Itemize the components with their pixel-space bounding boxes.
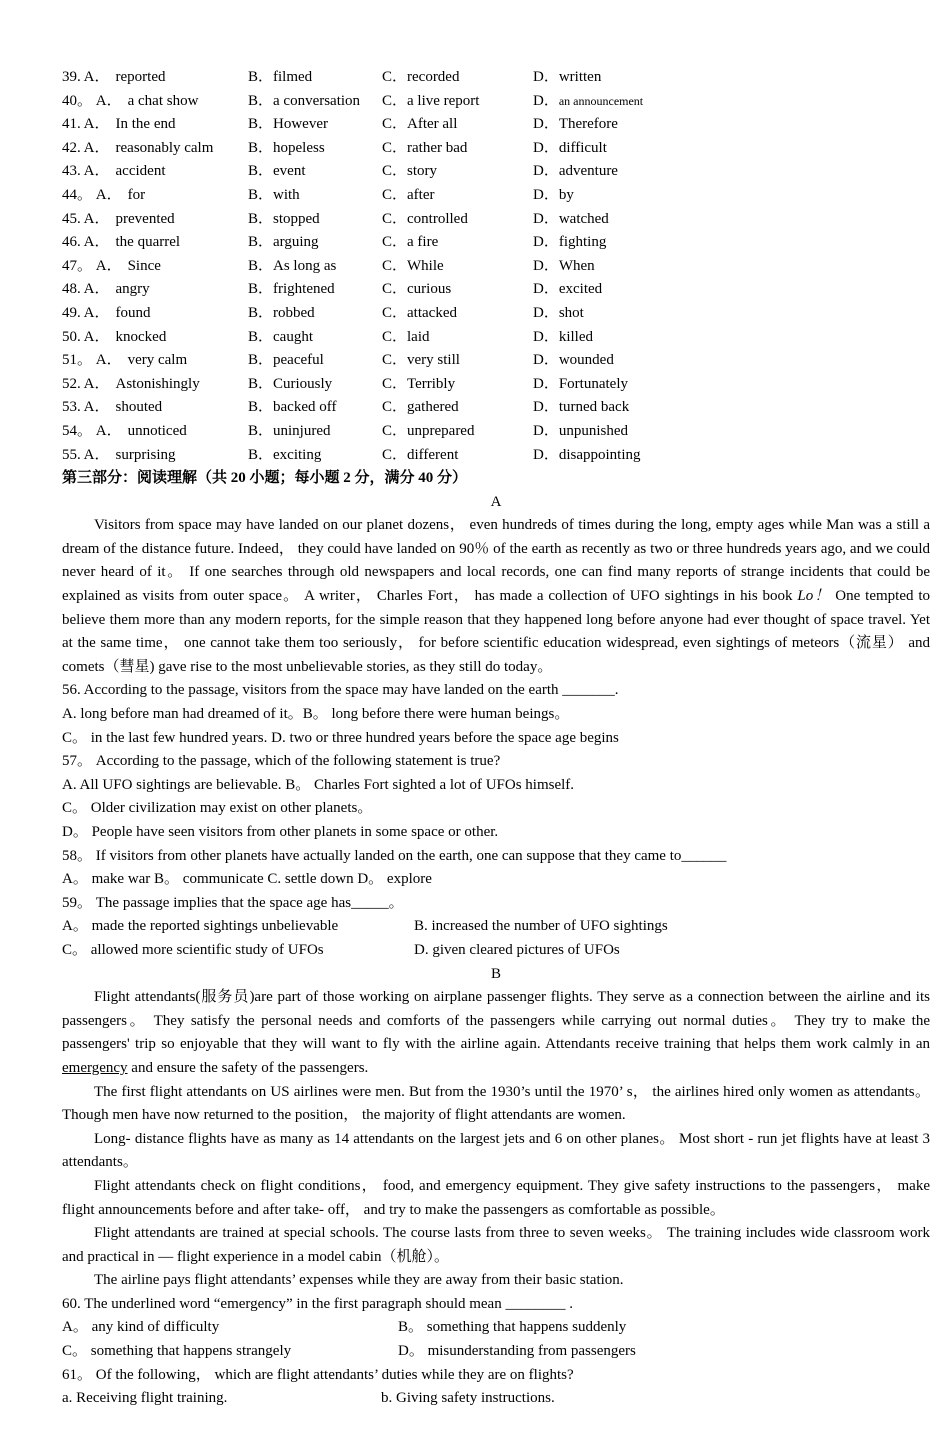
- option-c: C．recorded: [382, 69, 460, 85]
- option-row: [62, 231, 930, 255]
- question-58-options: A。 make war B。 communicate C. settle down D。 explore: [62, 871, 432, 888]
- option-a: 54。 A． unnoticed: [62, 422, 187, 439]
- passage-b-paragraph-2: The first flight attendants on US airlines were men. But from the 1930’s until the 1970’ s， the airlines hired only women as attendants。 Though men have now returned to the position， the majority of flight attendants are women.: [62, 1083, 930, 1124]
- passage-b-paragraph-6: The airline pays flight attendants’ expenses while they are away from their basic station.: [94, 1272, 624, 1289]
- underlined-word: emergency: [62, 1059, 128, 1076]
- option-c: C．unprepared: [382, 422, 475, 439]
- passage-b-paragraph-3: Long- distance flights have as many as 14 attendants on the largest jets and 6 on other planes。 Most short - run jet flights have at least 3 attendants。: [62, 1130, 930, 1171]
- question-56-options-ab: A. long before man had dreamed of it。B。 long before there were human beings。: [62, 706, 570, 723]
- question-61-options: [62, 1387, 930, 1411]
- option-row: [62, 255, 930, 279]
- question-number: 41. A．: [62, 116, 110, 133]
- option-a: 46. A． the quarrel: [62, 234, 181, 251]
- option-d: D. given cleared pictures of UFOs: [414, 941, 620, 958]
- option-b: B．stopped: [248, 210, 320, 227]
- question-number: 55. A．: [62, 446, 110, 463]
- question-60: 60. The underlined word “emergency” in the first paragraph should mean ________ .: [62, 1295, 573, 1312]
- option-row: [62, 208, 930, 232]
- question-number: 45. A．: [62, 210, 110, 227]
- option-b: B．caught: [248, 328, 313, 345]
- option-c: C．curious: [382, 281, 452, 298]
- option-b: B．peaceful: [248, 352, 324, 369]
- option-row: [62, 184, 930, 208]
- question-number: 47。 A．: [62, 257, 122, 274]
- option-row: [62, 444, 930, 468]
- option-c: C．controlled: [382, 210, 468, 227]
- option-d: D．unpunished: [533, 422, 628, 439]
- option-c: C．after: [382, 186, 435, 203]
- question-58: 58。 If visitors from other planets have actually landed on the earth, one can suppose that they came to______: [62, 847, 727, 864]
- option-d: D．shot: [533, 304, 584, 321]
- option-a: 40。 A． a chat show: [62, 92, 199, 109]
- option-c: C．gathered: [382, 399, 459, 416]
- option-row: [62, 90, 930, 114]
- option-d: D．turned back: [533, 399, 630, 416]
- question-59-options-cd: [62, 939, 930, 963]
- option-b: B．with: [248, 186, 300, 203]
- option-d: D．killed: [533, 328, 593, 345]
- option-a: 39. A． reported: [62, 69, 166, 85]
- option-row: [62, 137, 930, 161]
- option-c: C。 allowed more scientific study of UFOs: [62, 941, 324, 958]
- option-b: B．frightened: [248, 281, 335, 298]
- option-a: 52. A． Astonishingly: [62, 375, 200, 392]
- option-a: 43. A． accident: [62, 163, 166, 180]
- option-row: [62, 349, 930, 373]
- question-56-options-cd: C。 in the last few hundred years. D. two or three hundred years before the space age begins: [62, 729, 619, 746]
- exam-page: [62, 66, 930, 1411]
- option-b: B．exciting: [248, 446, 322, 463]
- option-c: C．very still: [382, 352, 460, 369]
- book-title: Lo！: [797, 588, 831, 605]
- option-row: [62, 420, 930, 444]
- question-59-options-ab: [62, 915, 930, 939]
- question-60-options-cd: [62, 1340, 930, 1364]
- option-c: C．story: [382, 163, 438, 180]
- option-d: D．excited: [533, 281, 603, 298]
- option-b: B. increased the number of UFO sightings: [414, 918, 668, 935]
- question-number: 40。 A．: [62, 92, 122, 109]
- option-b: B．backed off: [248, 399, 337, 416]
- option-d: D．by: [533, 186, 574, 203]
- question-56: 56. According to the passage, visitors from the space may have landed on the earth _______.: [62, 682, 619, 699]
- option-a: A。 made the reported sightings unbelievable: [62, 918, 339, 935]
- question-number: 48. A．: [62, 281, 110, 298]
- option-a: a. Receiving flight training.: [62, 1390, 228, 1407]
- question-number: 50. A．: [62, 328, 110, 345]
- passage-a-paragraph: Visitors from space may have landed on our planet dozens， even hundreds of times during the long, empty ages while Man was a still a dream of the distance future. Indeed， they could have landed on 90％ of the earth as recently as two or three hundreds years ago, and we could never heard of it。 If one searches through old newspapers and local records, one can find many reports of strange incidents that could be explained as visits from outer space。 A writer， Charles Fort， has made a collection of UFO sightings in his book Lo！ One tempted to believe them more than any modern reports, for the simple reason that they happened long before anyone had ever thought of space travel. Yet at the same time， one cannot take them too seriously， for before scientific education widespread, even sightings of meteors（流星） and comets（彗星) gave rise to the most unbelievable stories, as they still do today。: [62, 517, 931, 675]
- option-d: D．adventure: [533, 163, 618, 180]
- option-a: 47。 A． Since: [62, 257, 161, 274]
- question-number: 53. A．: [62, 399, 110, 416]
- passage-a-label: A: [490, 493, 502, 510]
- option-b: B．However: [248, 116, 328, 133]
- option-b: b. Giving safety instructions.: [381, 1390, 555, 1407]
- option-a: 53. A． shouted: [62, 399, 163, 416]
- passage-b-paragraph-1: Flight attendants(服务员)are part of those working on airplane passenger flights. They serve as a connection between the airline and its passengers。 They satisfy the personal needs and comforts of the passengers while carrying out normal duties。 They try to make the passengers' trip so enjoyable that they will want to fly with the airline again. Attendants receive training that helps them work calmly in an emergency and ensure the safety of the passengers.: [62, 989, 930, 1076]
- option-row: [62, 326, 930, 350]
- option-b: B．robbed: [248, 304, 315, 321]
- option-b: B．hopeless: [248, 139, 325, 156]
- question-57: 57。 According to the passage, which of the following statement is true?: [62, 753, 501, 770]
- option-row: [62, 66, 930, 90]
- option-b: B．arguing: [248, 234, 319, 251]
- option-b: B．filmed: [248, 69, 313, 85]
- option-a: 42. A． reasonably calm: [62, 139, 214, 156]
- option-c: C。 something that happens strangely: [62, 1343, 292, 1360]
- question-number: 49. A．: [62, 304, 110, 321]
- question-number: 39. A．: [62, 69, 110, 85]
- option-c: C．laid: [382, 328, 430, 345]
- question-number: 54。 A．: [62, 422, 122, 439]
- option-b: B．uninjured: [248, 422, 331, 439]
- passage-b-label: B: [490, 965, 501, 982]
- option-a: 48. A． angry: [62, 281, 150, 298]
- option-d: D．an announcement: [533, 92, 644, 109]
- option-c: C．a live report: [382, 92, 480, 109]
- question-57-option-d: D。 People have seen visitors from other planets in some space or other.: [62, 824, 499, 840]
- option-d: D．disappointing: [533, 446, 641, 463]
- option-b: B．a conversation: [248, 92, 361, 109]
- option-c: C．attacked: [382, 304, 457, 321]
- option-d: D．wounded: [533, 352, 614, 369]
- question-57-option-c: C。 Older civilization may exist on other planets。: [62, 800, 373, 817]
- question-number: 43. A．: [62, 163, 110, 180]
- question-number: 42. A．: [62, 139, 110, 156]
- option-d: D．fighting: [533, 234, 607, 251]
- option-b: B．As long as: [248, 257, 337, 274]
- option-row: [62, 160, 930, 184]
- passage-b-paragraph-5: Flight attendants are trained at special schools. The course lasts from three to seven weeks。 The training includes wide classroom work and practical in — flight experience in a model cabin（机舱）。: [62, 1225, 930, 1265]
- option-d: D．Therefore: [533, 116, 618, 133]
- option-row: [62, 396, 930, 420]
- option-a: 45. A． prevented: [62, 210, 175, 227]
- option-b: B．Curiously: [248, 375, 333, 392]
- option-c: C．After all: [382, 116, 458, 133]
- option-row: [62, 113, 930, 137]
- option-d: D．written: [533, 69, 602, 85]
- option-d: D．difficult: [533, 139, 607, 156]
- option-c: C．Terribly: [382, 375, 456, 392]
- question-number: 46. A．: [62, 234, 110, 251]
- option-c: C．a fire: [382, 234, 439, 251]
- option-d: D．Fortunately: [533, 375, 628, 392]
- option-d: D．When: [533, 257, 595, 274]
- question-number: 52. A．: [62, 375, 110, 392]
- option-a: 51。 A． very calm: [62, 352, 188, 369]
- option-d: D。 misunderstanding from passengers: [398, 1343, 636, 1360]
- option-a: 55. A． surprising: [62, 446, 176, 463]
- option-a: 49. A． found: [62, 304, 151, 321]
- option-c: C．While: [382, 257, 444, 274]
- question-60-options-ab: [62, 1316, 930, 1340]
- question-61: 61。 Of the following， which are flight attendants’ duties while they are on flights?: [62, 1366, 574, 1383]
- cloze-options-block: [62, 66, 930, 467]
- option-b: B．event: [248, 163, 306, 180]
- section-heading: 第三部分：阅读理解（共 20 小题；每小题 2 分，满分 40 分）: [62, 470, 468, 487]
- option-a: 44。 A． for: [62, 186, 146, 203]
- passage-b-paragraph-4: Flight attendants check on flight conditions， food, and emergency equipment. They give safety instructions to the passengers， make flight announcements before and after take- off， and try to make the passengers as comfortable as possible。: [62, 1177, 930, 1218]
- option-a: 50. A． knocked: [62, 328, 167, 345]
- question-57-options-ab: A. All UFO sightings are believable. B。 Charles Fort sighted a lot of UFOs himself.: [62, 776, 575, 793]
- option-b: B。 something that happens suddenly: [398, 1319, 627, 1336]
- option-d: D．watched: [533, 210, 609, 227]
- option-c: C．different: [382, 446, 459, 463]
- option-a: 41. A． In the end: [62, 116, 176, 133]
- question-number: 44。 A．: [62, 186, 122, 203]
- question-59: 59。 The passage implies that the space age has_____。: [62, 894, 404, 911]
- option-a: A。 any kind of difficulty: [62, 1319, 220, 1336]
- option-row: [62, 302, 930, 326]
- option-row: [62, 373, 930, 397]
- option-c: C．rather bad: [382, 139, 468, 156]
- option-row: [62, 278, 930, 302]
- question-number: 51。 A．: [62, 352, 122, 369]
